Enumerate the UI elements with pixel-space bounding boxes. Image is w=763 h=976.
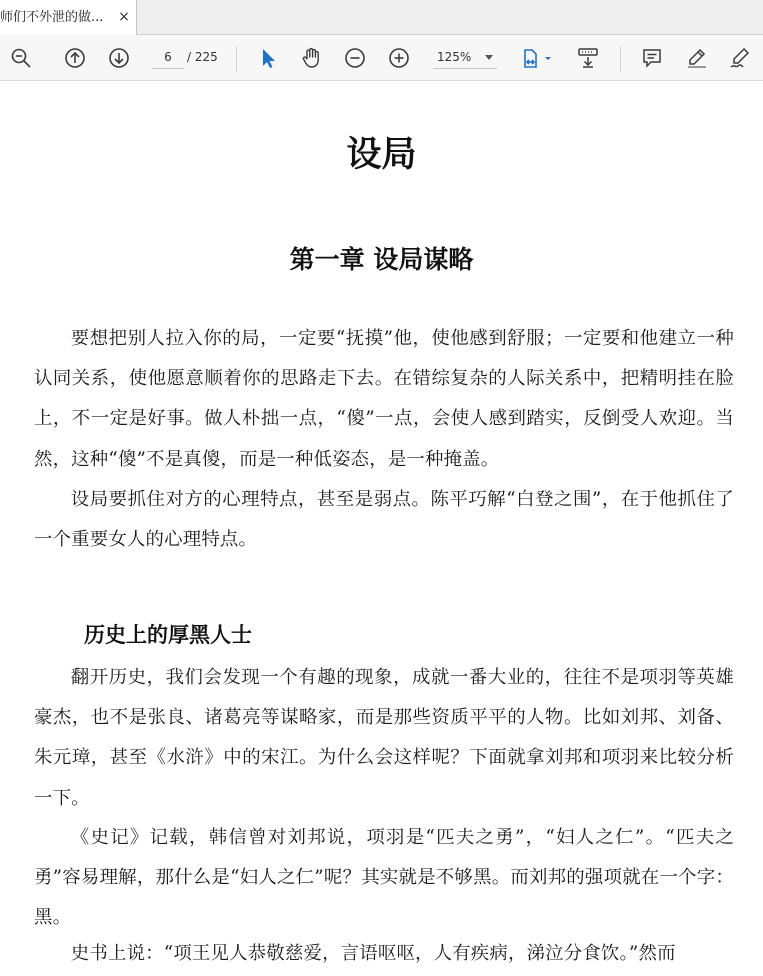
paragraph: 《史记》记载，韩信曾对刘邦说，项羽是“匹夫之勇”，“妇人之仁”。“匹夫之勇”容易理解，那什么是“妇人之仁”呢？其实就是不够黑。而刘邦的强项就在一个字：黑。 bbox=[34, 827, 734, 929]
chevron-down-icon bbox=[485, 55, 493, 60]
page-total: / 225 bbox=[187, 50, 218, 64]
tab-bar bbox=[0, 0, 763, 35]
toolbar-divider bbox=[620, 46, 621, 72]
paragraph: 设局要抓住对方的心理特点，甚至是弱点。陈平巧解“白登之围”，在于他抓住了一个重要女人的心理特点。 bbox=[34, 489, 734, 551]
zoom-value: 125% bbox=[437, 50, 472, 64]
fit-page-icon[interactable] bbox=[518, 45, 554, 71]
page-up-icon[interactable] bbox=[62, 45, 88, 71]
tab-title: 师们不外泄的做... bbox=[0, 10, 104, 25]
chapter-heading: 第一章 设局谋略 bbox=[289, 245, 474, 274]
paragraph: 史书上说：“项王见人恭敬慈爱，言语呕呕，人有疾病，涕泣分食饮。”然而 bbox=[70, 943, 676, 964]
pdf-toolbar bbox=[0, 35, 763, 81]
document-page bbox=[0, 82, 763, 976]
scroll-mode-icon[interactable] bbox=[575, 45, 601, 71]
zoom-plus-icon[interactable] bbox=[386, 45, 412, 71]
document-tab[interactable] bbox=[0, 0, 137, 35]
sign-icon[interactable] bbox=[727, 45, 753, 71]
select-cursor-icon[interactable] bbox=[255, 45, 281, 71]
highlight-icon[interactable] bbox=[684, 45, 710, 71]
zoom-out-icon[interactable] bbox=[8, 45, 34, 71]
page-title: 设局 bbox=[346, 135, 417, 175]
hand-tool-icon[interactable] bbox=[298, 45, 324, 71]
zoom-minus-icon[interactable] bbox=[342, 45, 368, 71]
comment-icon[interactable] bbox=[639, 45, 665, 71]
close-icon[interactable]: × bbox=[118, 9, 130, 25]
section-heading: 历史上的厚黑人士 bbox=[84, 623, 252, 647]
paragraph: 要想把别人拉入你的局，一定要“抚摸”他，使他感到舒服；一定要和他建立一种认同关系，使他愿意顺着你的思路走下去。在错综复杂的人际关系中，把精明挂在脸上，不一定是好事。做人朴拙一点，“傻”一点，会使人感到踏实，反倒受人欢迎。当然，这种“傻”不是真傻，而是一种低姿态，是一种掩盖。 bbox=[34, 328, 734, 470]
page-down-icon[interactable] bbox=[106, 45, 132, 71]
zoom-select[interactable] bbox=[433, 46, 497, 69]
page-number-input[interactable] bbox=[152, 46, 184, 69]
paragraph: 翻开历史，我们会发现一个有趣的现象，成就一番大业的，往往不是项羽等英雄豪杰，也不是张良、诸葛亮等谋略家，而是那些资质平平的人物。比如刘邦、刘备、朱元璋，甚至《水浒》中的宋江。为什么会这样呢？下面就拿刘邦和项羽来比较分析一下。 bbox=[34, 667, 734, 809]
toolbar-divider bbox=[236, 46, 237, 72]
